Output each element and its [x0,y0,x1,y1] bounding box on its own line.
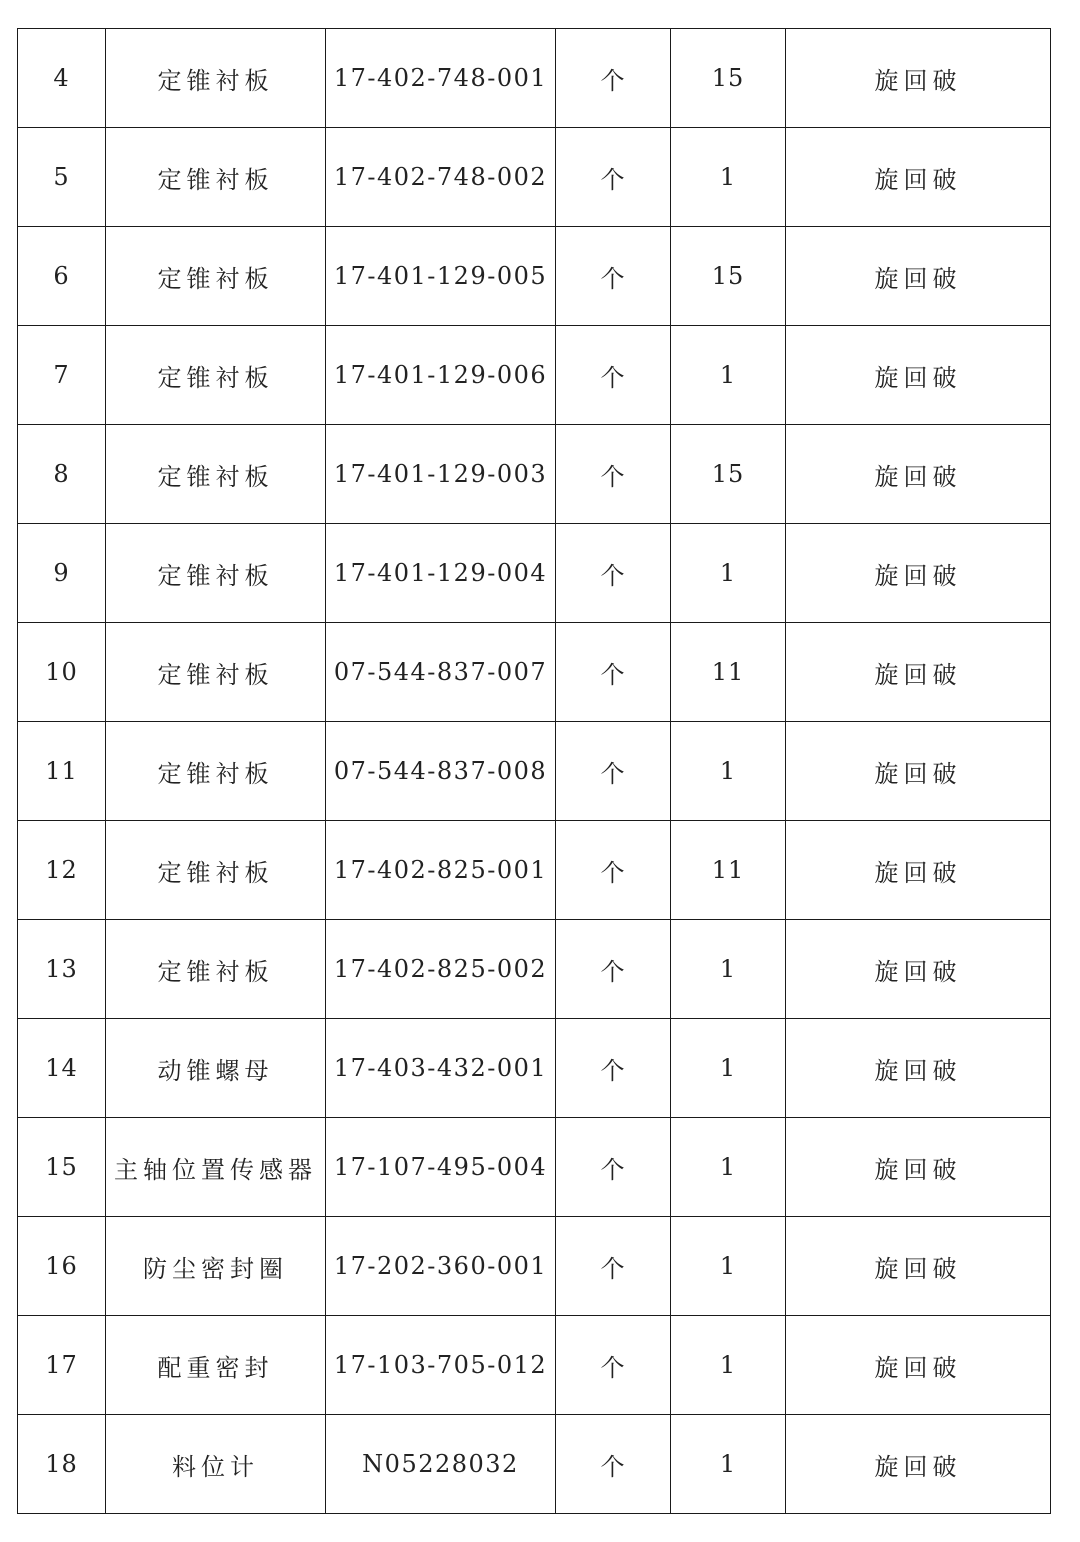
unit-cell: 个 [556,326,671,425]
table-row [18,29,1051,128]
equipment-cell: 旋回破 [786,722,1051,821]
part-code-cell: 17-401-129-004 [326,524,556,623]
row-number-cell: 10 [18,623,106,722]
equipment-cell: 旋回破 [786,1316,1051,1415]
unit-cell: 个 [556,722,671,821]
unit-cell: 个 [556,623,671,722]
part-name-cell: 定锥衬板 [106,623,326,722]
part-name-cell: 定锥衬板 [106,524,326,623]
table-row [18,1019,1051,1118]
table-row [18,326,1051,425]
quantity-cell: 1 [671,1316,786,1415]
part-code-cell: 17-401-129-005 [326,227,556,326]
quantity-cell: 1 [671,326,786,425]
unit-cell: 个 [556,1316,671,1415]
part-name-cell: 防尘密封圈 [106,1217,326,1316]
unit-cell: 个 [556,425,671,524]
row-number-cell: 9 [18,524,106,623]
row-number-cell: 8 [18,425,106,524]
equipment-cell: 旋回破 [786,326,1051,425]
part-code-cell: 17-202-360-001 [326,1217,556,1316]
equipment-cell: 旋回破 [786,29,1051,128]
table-row [18,821,1051,920]
quantity-cell: 15 [671,425,786,524]
parts-table [17,28,1051,1514]
row-number-cell: 17 [18,1316,106,1415]
part-name-cell: 动锥螺母 [106,1019,326,1118]
table-row [18,1415,1051,1514]
quantity-cell: 1 [671,1019,786,1118]
part-name-cell: 定锥衬板 [106,128,326,227]
part-name-cell: 定锥衬板 [106,722,326,821]
quantity-cell: 1 [671,722,786,821]
equipment-cell: 旋回破 [786,128,1051,227]
table-row [18,722,1051,821]
row-number-cell: 4 [18,29,106,128]
table-row [18,920,1051,1019]
part-name-cell: 定锥衬板 [106,425,326,524]
row-number-cell: 7 [18,326,106,425]
part-code-cell: 17-402-748-001 [326,29,556,128]
unit-cell: 个 [556,1217,671,1316]
unit-cell: 个 [556,128,671,227]
unit-cell: 个 [556,524,671,623]
row-number-cell: 16 [18,1217,106,1316]
equipment-cell: 旋回破 [786,524,1051,623]
table-row [18,227,1051,326]
unit-cell: 个 [556,1019,671,1118]
part-code-cell: 17-107-495-004 [326,1118,556,1217]
equipment-cell: 旋回破 [786,1415,1051,1514]
quantity-cell: 1 [671,1217,786,1316]
quantity-cell: 1 [671,1415,786,1514]
unit-cell: 个 [556,227,671,326]
row-number-cell: 12 [18,821,106,920]
equipment-cell: 旋回破 [786,920,1051,1019]
row-number-cell: 11 [18,722,106,821]
unit-cell: 个 [556,920,671,1019]
quantity-cell: 11 [671,821,786,920]
equipment-cell: 旋回破 [786,1118,1051,1217]
table-row [18,1316,1051,1415]
table-row [18,524,1051,623]
part-name-cell: 定锥衬板 [106,821,326,920]
part-code-cell: 17-402-825-002 [326,920,556,1019]
row-number-cell: 15 [18,1118,106,1217]
equipment-cell: 旋回破 [786,227,1051,326]
quantity-cell: 1 [671,128,786,227]
part-name-cell: 定锥衬板 [106,920,326,1019]
equipment-cell: 旋回破 [786,623,1051,722]
table-row [18,128,1051,227]
table-body [18,29,1051,1514]
quantity-cell: 1 [671,1118,786,1217]
part-code-cell: 17-402-825-001 [326,821,556,920]
equipment-cell: 旋回破 [786,1217,1051,1316]
part-name-cell: 主轴位置传感器 [106,1118,326,1217]
unit-cell: 个 [556,1415,671,1514]
part-code-cell: 07-544-837-007 [326,623,556,722]
part-name-cell: 定锥衬板 [106,29,326,128]
part-code-cell: 17-403-432-001 [326,1019,556,1118]
equipment-cell: 旋回破 [786,821,1051,920]
part-code-cell: 17-402-748-002 [326,128,556,227]
unit-cell: 个 [556,821,671,920]
unit-cell: 个 [556,1118,671,1217]
quantity-cell: 1 [671,920,786,1019]
quantity-cell: 1 [671,524,786,623]
row-number-cell: 13 [18,920,106,1019]
part-code-cell: 17-401-129-003 [326,425,556,524]
table-row [18,1217,1051,1316]
row-number-cell: 18 [18,1415,106,1514]
table-row [18,623,1051,722]
part-name-cell: 定锥衬板 [106,326,326,425]
equipment-cell: 旋回破 [786,1019,1051,1118]
part-code-cell: 07-544-837-008 [326,722,556,821]
row-number-cell: 14 [18,1019,106,1118]
part-code-cell: N05228032 [326,1415,556,1514]
quantity-cell: 11 [671,623,786,722]
row-number-cell: 5 [18,128,106,227]
row-number-cell: 6 [18,227,106,326]
equipment-cell: 旋回破 [786,425,1051,524]
quantity-cell: 15 [671,29,786,128]
table-row [18,425,1051,524]
part-name-cell: 配重密封 [106,1316,326,1415]
part-code-cell: 17-401-129-006 [326,326,556,425]
part-code-cell: 17-103-705-012 [326,1316,556,1415]
quantity-cell: 15 [671,227,786,326]
unit-cell: 个 [556,29,671,128]
part-name-cell: 料位计 [106,1415,326,1514]
part-name-cell: 定锥衬板 [106,227,326,326]
table-row [18,1118,1051,1217]
